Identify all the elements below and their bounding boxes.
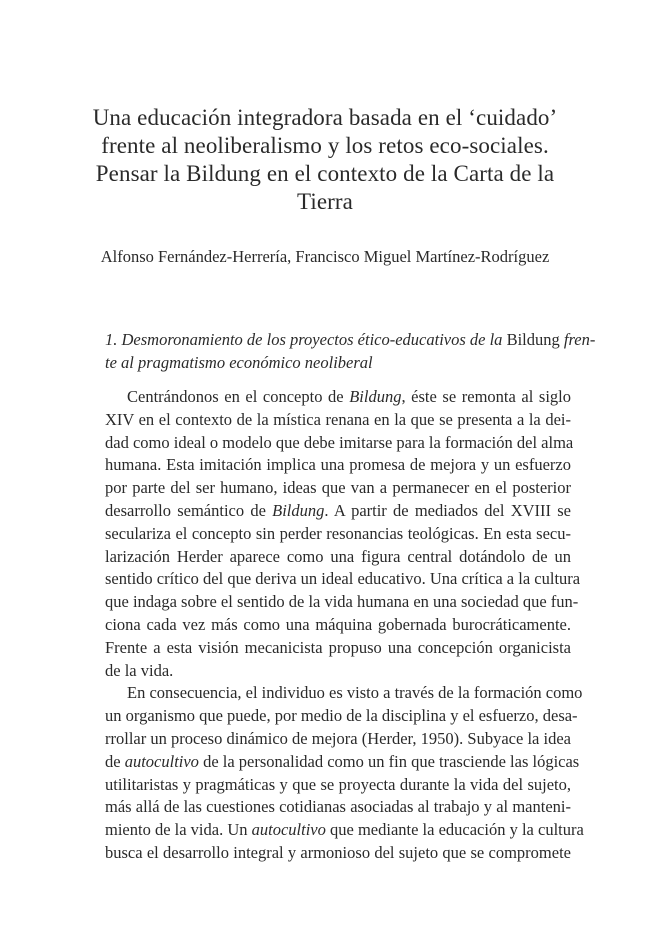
p2-line-6: más allá de las cuestiones cotidianas asociadas al trabajo y al manteni- xyxy=(105,797,571,817)
p1-line-5: por parte del ser humano, ideas que van a permanecer en el posterior xyxy=(105,478,571,498)
heading-line-1 xyxy=(105,328,596,351)
text-run: de xyxy=(105,751,121,771)
p2-line-4 xyxy=(105,751,580,774)
text-run: . A partir de mediados del XVIII se xyxy=(324,500,571,520)
text-run: miento de la vida. Un xyxy=(105,820,248,840)
title-line-4: Tierra xyxy=(297,189,353,214)
p1-line-7: seculariza el concepto sin perder resonancias teológicas. En esta secu- xyxy=(105,523,571,543)
authors: Alfonso Fernández-Herrería, Francisco Miguel Martínez-Rodríguez xyxy=(100,247,550,266)
text-run: que mediante la educación y la cultura xyxy=(330,820,584,840)
p1-line-12: Frente a esta visión mecanicista propuso una concepción organicista xyxy=(105,637,571,657)
italic-term: autocultivo xyxy=(124,751,199,771)
heading-line-2 xyxy=(105,351,571,374)
p2-line-2: un organismo que puede, por medio de la disciplina y el esfuerzo, desa- xyxy=(105,706,578,726)
p1-line-4: humana. Esta imitación implica una promesa de mejora y un esfuerzo xyxy=(105,455,571,475)
italic-term: Bildung xyxy=(272,500,325,520)
italic-term: Bildung xyxy=(349,387,402,406)
text-run: de la personalidad como un fin que trasciende las lógicas xyxy=(203,751,580,771)
heading-italic-2: fren- xyxy=(563,330,596,349)
heading-bildung: Bildung xyxy=(506,330,560,349)
p2-line-8: busca el desarrollo integral y armonioso del sujeto que se compromete xyxy=(105,842,571,862)
section-number: 1. xyxy=(105,330,118,349)
p1-line-8: larización Herder aparece como una figura central dotándolo de un xyxy=(105,546,571,566)
p1-line-3: dad como ideal o modelo que debe imitarse para la formación del alma xyxy=(105,432,574,452)
p1-line-10: que indaga sobre el sentido de la vida humana en una sociedad que fun- xyxy=(105,592,579,612)
heading-italic-1: Desmoronamiento de los proyectos ético-educativos de la xyxy=(121,330,503,349)
p1-line-6 xyxy=(105,500,571,523)
body-text xyxy=(105,386,584,865)
text-run: desarrollo semántico de xyxy=(105,500,266,520)
p2-line-5: utilitaristas y pragmáticas y que se proyecta durante la vida del sujeto, xyxy=(105,774,571,794)
section-heading xyxy=(105,328,596,374)
title-line-1: Una educación integradora basada en el ‘cuidado’ xyxy=(92,105,558,130)
p1-line-9: sentido crítico del que deriva un ideal educativo. Una crítica a la cultura xyxy=(105,569,581,589)
title-line-3: Pensar la Bildung en el contexto de la Carta de la xyxy=(95,161,555,186)
p1-line-11: ciona cada vez más como una máquina gobernada burocráticamente. xyxy=(105,614,571,634)
p2-line-1: En consecuencia, el individuo es visto a través de la formación como xyxy=(127,683,583,703)
chapter-title xyxy=(80,104,570,216)
p2-line-7 xyxy=(105,819,584,842)
p1-line-1 xyxy=(105,386,571,409)
p1-line-2: XIV en el contexto de la mística renana en la que se presenta a la dei- xyxy=(105,409,571,429)
text-run: , éste se remonta al siglo xyxy=(401,387,571,406)
title-line-2: frente al neoliberalismo y los retos eco-sociales. xyxy=(101,133,549,158)
heading-italic-3: te al pragmatismo económico neoliberal xyxy=(105,353,373,372)
p2-line-3: rrollar un proceso dinámico de mejora (Herder, 1950). Subyace la idea xyxy=(105,728,571,748)
italic-term: autocultivo xyxy=(251,820,326,840)
text-run: Centrándonos en el concepto de xyxy=(127,387,344,406)
p1-line-13: de la vida. xyxy=(105,660,174,680)
